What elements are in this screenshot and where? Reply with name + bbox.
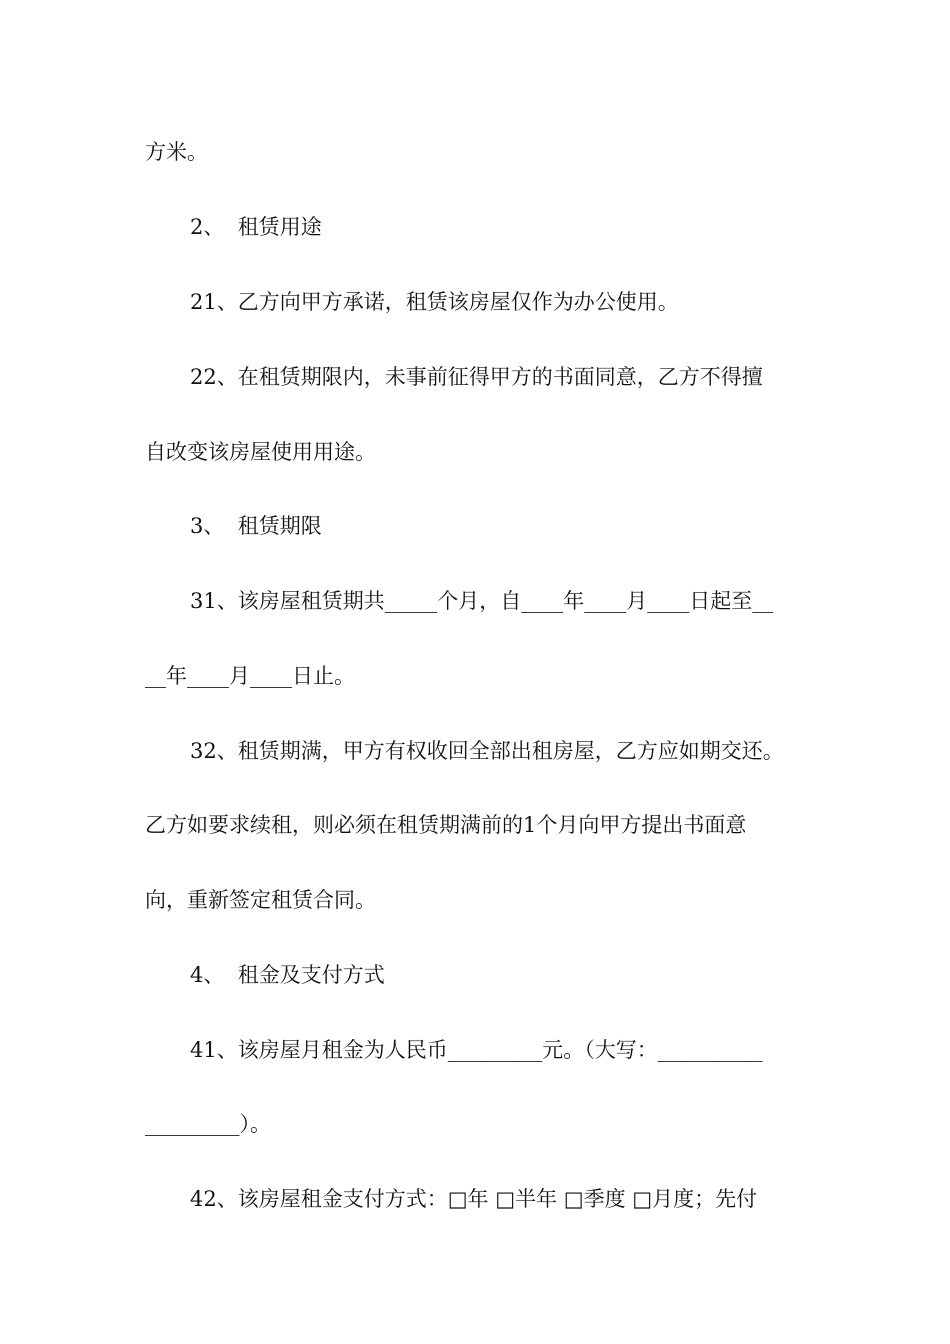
- paragraph-line: 自改变该房屋使用用途。: [145, 440, 376, 464]
- clause-3-2: 32、租赁期满，甲方有权收回全部出租房屋，乙方应如期交还。: [190, 739, 784, 763]
- clause-2-2: 22、在租赁期限内，未事前征得甲方的书面同意，乙方不得擅: [190, 365, 763, 389]
- paragraph-line: 向，重新签定租赁合同。: [145, 888, 376, 912]
- section-heading-term: 3、 租赁期限: [190, 514, 322, 538]
- paragraph-line: 方米。: [145, 140, 208, 164]
- paragraph-line: 乙方如要求续租，则必须在租赁期满前的1个月向甲方提出书面意: [145, 813, 747, 837]
- clause-2-1: 21、乙方向甲方承诺，租赁该房屋仅作为办公使用。: [190, 290, 679, 314]
- section-heading-usage: 2、 租赁用途: [190, 215, 322, 239]
- paragraph-line: __年____月____日止。: [145, 664, 355, 688]
- clause-3-1: 31、该房屋租赁期共_____个月，自____年____月____日起至__: [190, 589, 774, 613]
- clause-4-1: 41、该房屋月租金为人民币_________元。（大写：__________: [190, 1038, 763, 1062]
- clause-4-2: 42、该房屋租金支付方式：□年 □半年 □季度 □月度；先付: [190, 1187, 758, 1211]
- section-heading-rent: 4、 租金及支付方式: [190, 963, 385, 987]
- paragraph-line: _________）。: [145, 1112, 271, 1136]
